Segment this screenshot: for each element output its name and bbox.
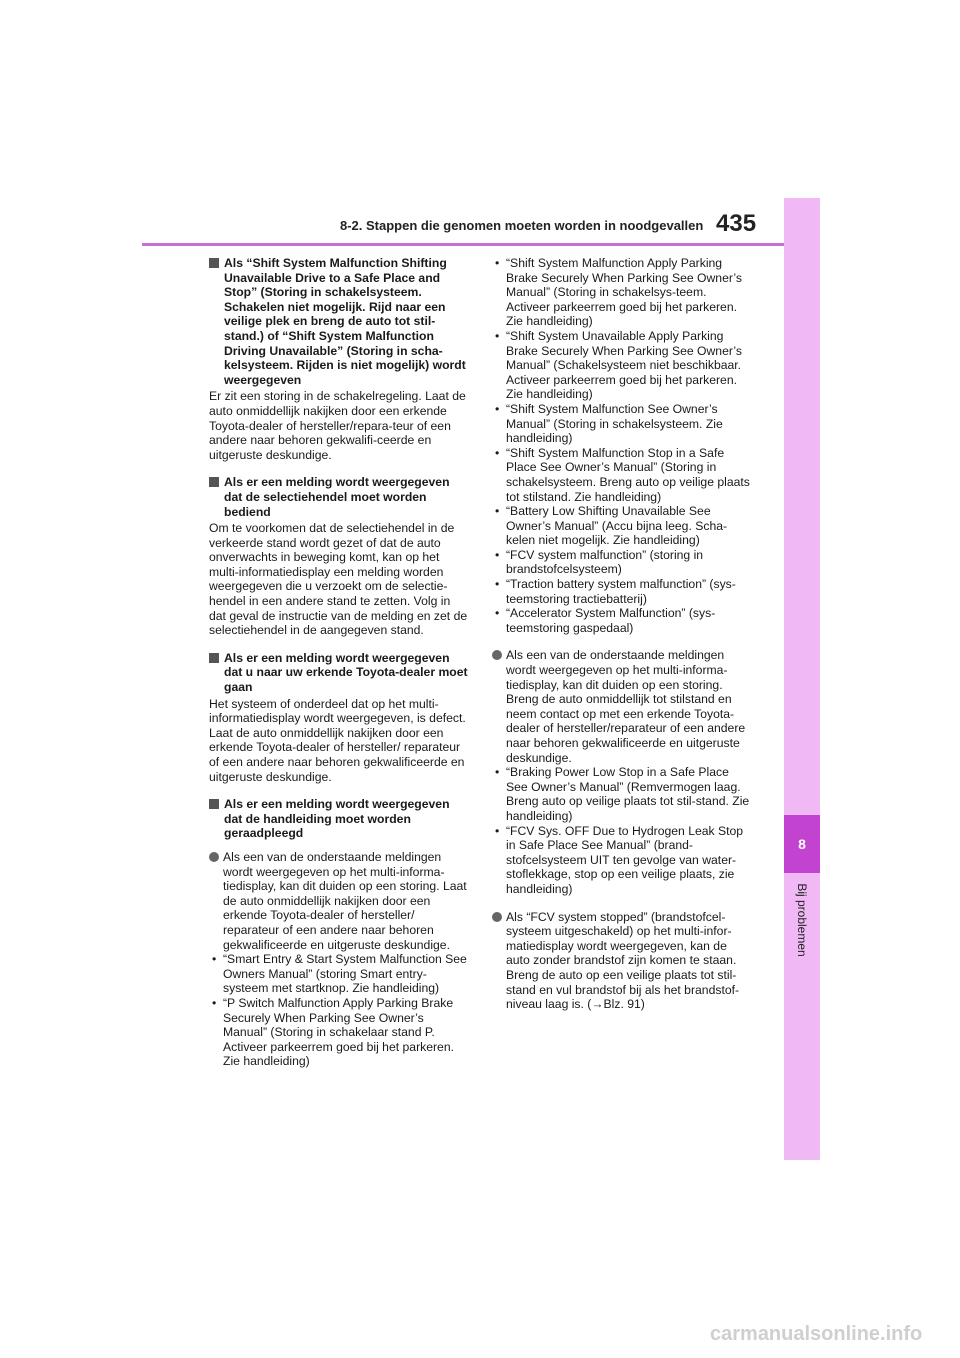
right-column — [492, 256, 752, 1012]
header-rule — [142, 243, 784, 246]
list-item: • “FCV system malfunction” (storing in brandstofcelsysteem) — [492, 548, 752, 577]
circle-bullet-icon — [209, 852, 219, 862]
chapter-number-badge — [784, 815, 820, 873]
list-item: • “Shift System Malfunction Apply Parking Brake Securely When Parking See Owner’s Manual” (Storing in schakelsys-teem. Activeer parkeerrem goed bij het parkeren. Zie handleiding) — [492, 256, 752, 329]
circle-note: Als een van de onderstaande meldingen wordt weergegeven op het multi-informa-tiedisplay, kan dit duiden op een storing. Laat de auto onmiddellijk nakijken door een erkende Toyota-dealer of hersteller/ reparateur of een andere naar behoren gekwalificeerde en uitgeruste deskundige. — [209, 850, 469, 952]
heading-visit-dealer: Als er een melding wordt weergegeven dat u naar uw erkende Toyota-dealer moet gaan — [209, 651, 469, 695]
circle-note: Als een van de onderstaande meldingen wordt weergegeven op het multi-informa-tiedisplay, kan dit duiden op een storing. Breng de auto onmiddellijk tot stilstand en neem contact op met een erkende Toyota-dealer of hersteller/reparateur of een andere naar behoren gekwalificeerde en uitgeruste deskundige. — [492, 648, 752, 765]
square-bullet-icon — [209, 258, 219, 268]
list-item: • “Shift System Malfunction Stop in a Safe Place See Owner’s Manual” (Storing in schakelsysteem. Breng auto op veilige plaats tot stilstand. Zie handleiding) — [492, 446, 752, 504]
message-list — [492, 765, 752, 896]
circle-note: Als “FCV system stopped” (brandstofcel-systeem uitgeschakeld) op het multi-infor-matiedisplay wordt weergegeven, kan de auto zonder brandstof zijn komen te staan. Breng de auto op een veilige plaats tot stil-stand en vul brandstof bij als het brandstof-niveau laag is. (→Blz. 91) — [492, 910, 752, 1012]
circle-bullet-icon — [492, 912, 502, 922]
section-title: 8-2. Stappen die genomen moeten worden in noodgevallen — [340, 218, 704, 233]
paragraph: Er zit een storing in de schakelregeling. Laat de auto onmiddellijk nakijken door een erkende Toyota-dealer of hersteller/repara-teur of een andere naar behoren gekwalifi-ceerde en uitgeruste deskundige. — [209, 389, 466, 462]
paragraph: Het systeem of onderdeel dat op het multi-informatiedisplay wordt weergegeven, is defect. Laat de auto onmiddellijk nakijken door een erkende Toyota-dealer of hersteller/ reparateur of een andere naar behoren gekwalificeerde en uitgeruste deskundige. — [209, 696, 466, 784]
message-list — [209, 952, 469, 1069]
list-item: • “FCV Sys. OFF Due to Hydrogen Leak Stop in Safe Place See Manual” (brand-stofcelsysteem UIT ten gevolge van water-stoflekkage, stop op een veilige plaats, zie handleiding) — [492, 824, 752, 897]
circle-bullet-icon — [492, 650, 502, 660]
square-bullet-icon — [209, 653, 219, 663]
watermark: carmanualsonline.info — [710, 1323, 923, 1345]
heading-selector-lever: Als er een melding wordt weergegeven dat de selectiehendel moet worden bediend — [209, 475, 469, 519]
chapter-side-tab — [784, 198, 820, 1160]
list-item: • “Shift System Malfunction See Owner’s Manual” (Storing in schakelsysteem. Zie handleiding) — [492, 402, 752, 446]
list-item: • “Braking Power Low Stop in a Safe Place See Owner’s Manual” (Remvermogen laag. Breng auto op veilige plaats tot stil-stand. Zie handleiding) — [492, 765, 752, 823]
page-number: 435 — [716, 210, 757, 237]
paragraph: Om te voorkomen dat de selectiehendel in de verkeerde stand wordt gezet of dat de auto onverwachts in beweging komt, kan op het multi-informatiedisplay een melding worden weergegeven die u verzoekt om de selectie-hendel in een andere stand te zetten. Volg in dat geval de instructie van de melding en zet de selectiehendel in de aangegeven stand. — [209, 521, 468, 638]
list-item: • “Accelerator System Malfunction” (sys-teemstoring gaspedaal) — [492, 606, 752, 635]
left-column — [209, 256, 469, 1075]
message-list — [492, 256, 752, 635]
list-item: • “Traction battery system malfunction” (sys-teemstoring tractiebatterij) — [492, 577, 752, 606]
list-item: • “Shift System Unavailable Apply Parking Brake Securely When Parking See Owner’s Manual” (Schakelsysteem niet beschikbaar. Activeer parkeerrem goed bij het parkeren. Zie handleiding) — [492, 329, 752, 402]
list-item: • “Battery Low Shifting Unavailable See Owner’s Manual” (Accu bijna leeg. Scha-kelen niet mogelijk. Zie handleiding) — [492, 504, 752, 548]
list-item: • “P Switch Malfunction Apply Parking Brake Securely When Parking See Owner’s Manual” (Storing in schakelaar stand P. Activeer parkeerrem goed bij het parkeren. Zie handleiding) — [209, 996, 469, 1069]
square-bullet-icon — [209, 799, 219, 809]
heading-shift-malfunction: Als “Shift System Malfunction Shifting Unavailable Drive to a Safe Place and Stop” (Storing in schakelsysteem. Schakelen niet mogelijk. Rijd naar een veilige plek en breng de auto tot stil-stand.) of “Shift System Malfunction Driving Unavailable” (Storing in scha-kelsysteem. Rijden is niet mogelijk) wordt weergegeven — [209, 256, 469, 387]
heading-consult-manual: Als er een melding wordt weergegeven dat de handleiding moet worden geraadpleegd — [209, 797, 469, 841]
chapter-number: 8 — [798, 836, 806, 852]
chapter-label: Bij problemen — [795, 883, 809, 957]
list-item: • “Smart Entry & Start System Malfunction See Owners Manual” (storing Smart entry-systeem met startknop. Zie handleiding) — [209, 952, 469, 996]
square-bullet-icon — [209, 477, 219, 487]
